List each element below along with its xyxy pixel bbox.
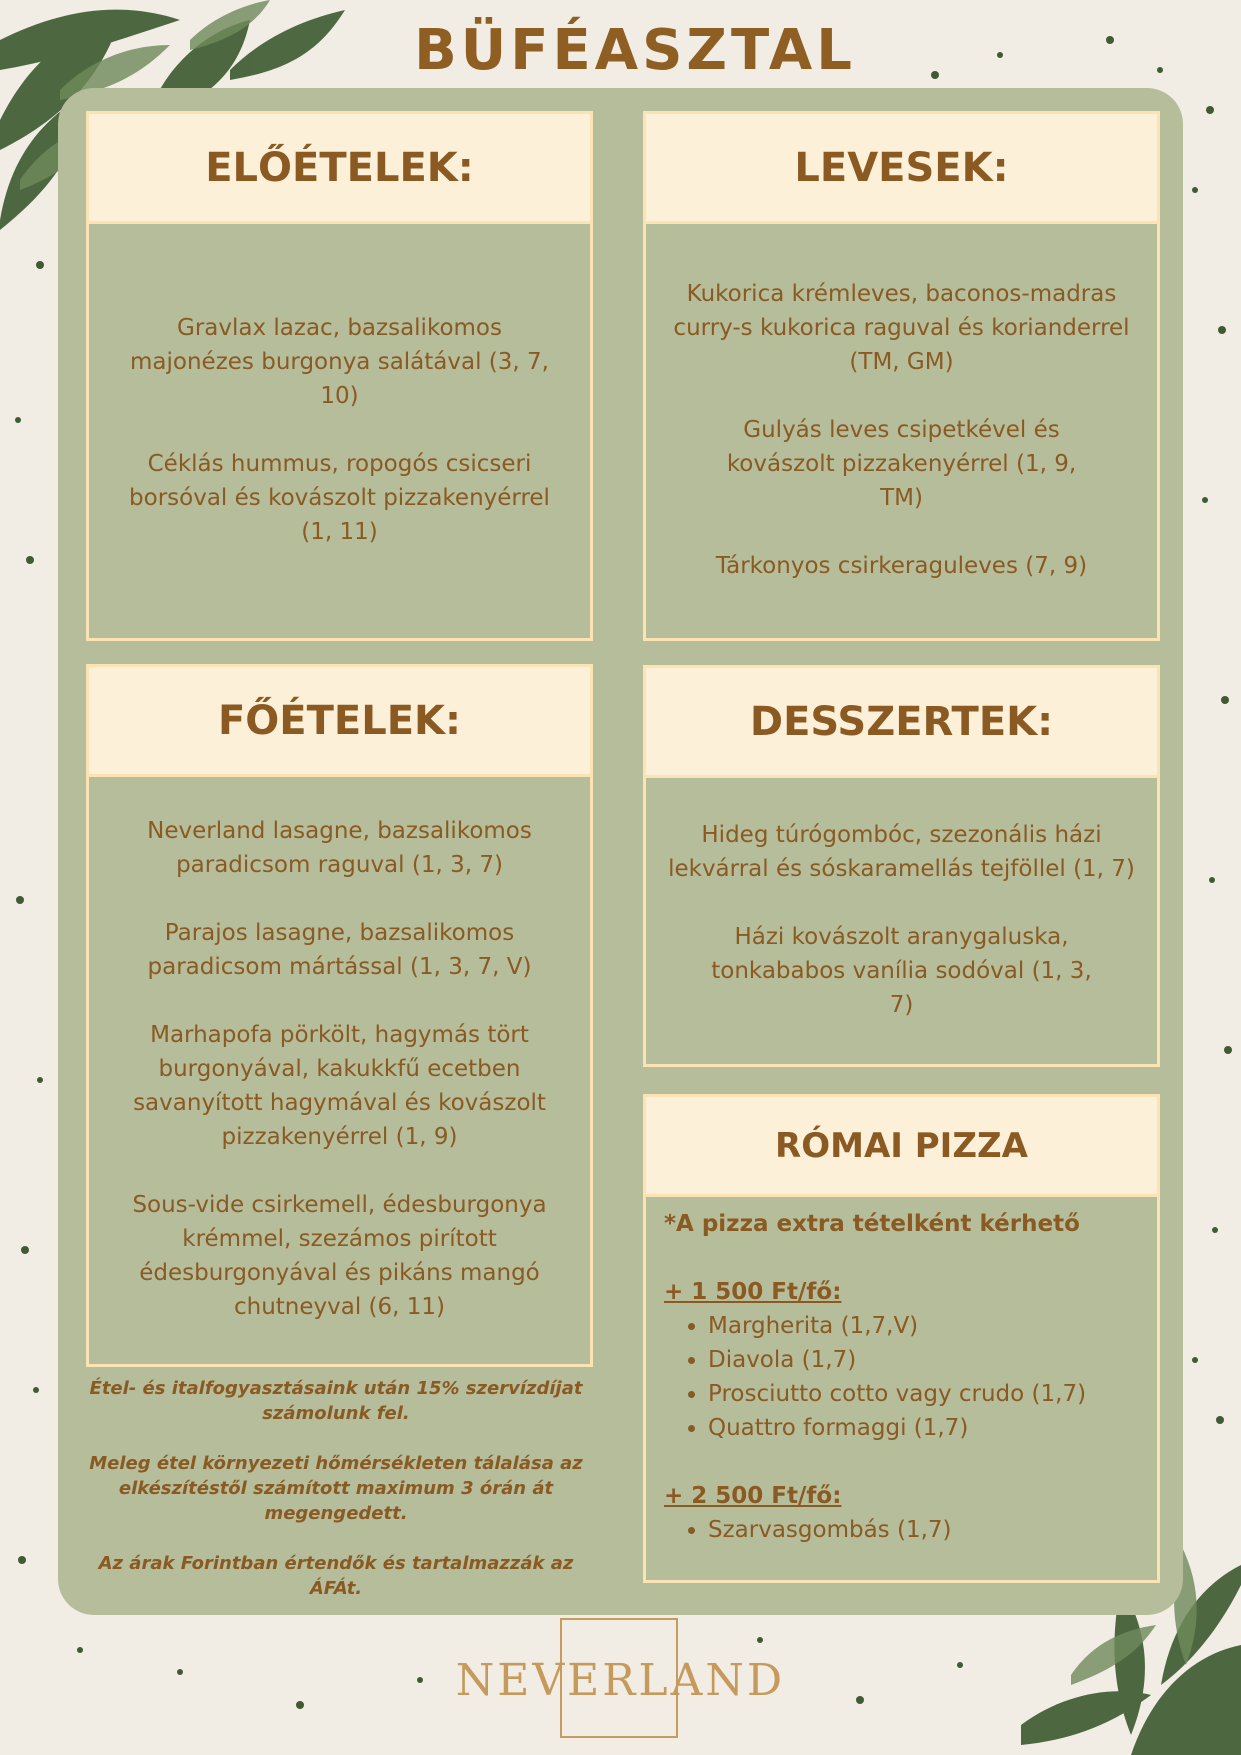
pizza-item: • Prosciutto cotto vagy crudo (1,7) — [708, 1377, 1185, 1411]
pizza-item: • Margherita (1,7,V) — [708, 1309, 1185, 1343]
menu-item: Gulyás leves csipetkével és kovászolt pizzakenyérrel (1, 9, TM) — [726, 416, 1077, 511]
menu-item: Marhapofa pörkölt, hagymás tört burgonyával, kakukkfű ecetben savanyított hagymával és kovászolt pizzakenyérrel (1, 9) — [133, 1022, 546, 1150]
menu-item: Sous-vide csirkemell, édesburgonya krémmel, szezámos pirított édesburgonyával és pikáns mangó chutneyval (6, 11) — [132, 1192, 547, 1320]
note-food-temperature: Meleg étel környezeti hőmérsékleten tálalása az elkészítéstől számított maximum 3 órán át megengedett. — [89, 1453, 583, 1524]
section-levesek — [643, 111, 1160, 641]
section-foetelek — [86, 664, 593, 1367]
menu-item: Parajos lasagne, bazsalikomos paradicsom mártással (1, 3, 7, V) — [147, 920, 532, 980]
section-desszertek — [643, 665, 1160, 1067]
pizza-list — [664, 1309, 1185, 1445]
section-title: RÓMAI PIZZA — [646, 1097, 1157, 1197]
menu-item: Tárkonyos csirkeraguleves (7, 9) — [715, 552, 1088, 579]
pizza-list — [664, 1513, 1185, 1547]
menu-item: Hideg túrógombóc, szezonális házi lekvárral és sóskaramellás tejföllel (1, 7) — [668, 821, 1135, 882]
section-body — [646, 775, 1157, 1064]
menu-item: Házi kovászolt aranygaluska, tonkababos vanília sodóval (1, 3, 7) — [711, 923, 1092, 1018]
pizza-item: • Diavola (1,7) — [708, 1343, 1185, 1377]
section-body — [646, 221, 1157, 638]
pizza-item: • Szarvasgombás (1,7) — [708, 1513, 1185, 1547]
pizza-item: • Quattro formaggi (1,7) — [708, 1411, 1185, 1445]
section-title: DESSZERTEK: — [646, 668, 1157, 778]
section-title: LEVESEK: — [646, 114, 1157, 224]
section-body — [89, 774, 590, 1364]
section-eloetelek — [86, 111, 593, 641]
note-prices: Az árak Forintban értendők és tartalmazzák az ÁFÁt. — [98, 1553, 574, 1599]
menu-item: Kukorica krémleves, baconos-madras curry-s kukorica raguval és korianderrel (TM, GM) — [673, 280, 1130, 375]
section-title: FŐÉTELEK: — [89, 667, 590, 777]
page-title: BÜFÉASZTAL — [414, 18, 856, 83]
note-service-charge: Étel- és italfogyasztásaink után 15% szervízdíjat számolunk fel. — [89, 1378, 583, 1424]
menu-item: Céklás hummus, ropogós csicseri borsóval és kovászolt pizzakenyérrel (1, 11) — [129, 450, 550, 545]
pizza-note: *A pizza extra tételként kérhető — [664, 1211, 1080, 1237]
footer-notes — [86, 1376, 586, 1601]
pizza-body — [664, 1207, 1185, 1547]
section-title: ELŐÉTELEK: — [89, 114, 590, 224]
section-body — [89, 221, 590, 638]
pizza-price: + 1 500 Ft/fő: — [664, 1279, 842, 1305]
menu-item: Neverland lasagne, bazsalikomos paradicsom raguval (1, 3, 7) — [147, 818, 532, 878]
logo: NEVERLAND — [455, 1655, 786, 1706]
menu-item: Gravlax lazac, bazsalikomos majonézes burgonya salátával (3, 7, 10) — [130, 314, 549, 409]
pizza-price: + 2 500 Ft/fő: — [664, 1483, 842, 1509]
